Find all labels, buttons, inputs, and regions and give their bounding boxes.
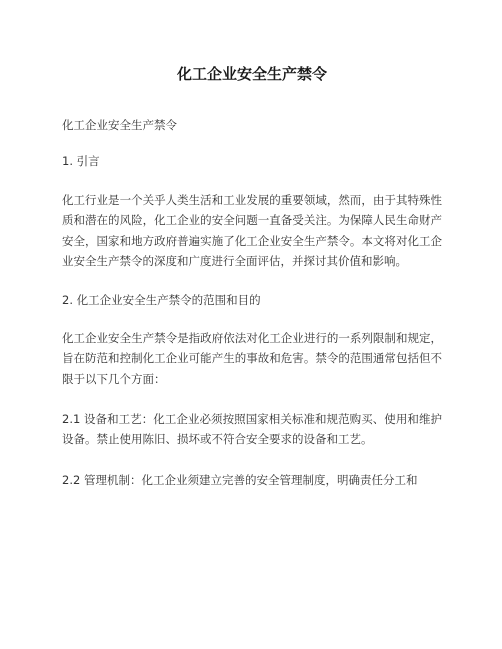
section-heading-scope: 2. 化工企业安全生产禁令的范围和目的 [62, 293, 261, 308]
document-title: 化工企业安全生产禁令 [176, 65, 327, 83]
document-subtitle: 化工企业安全生产禁令 [62, 118, 177, 132]
paragraph-management: 2.2 管理机制：化工企业须建立完善的安全管理制度，明确责任分工和 [62, 472, 418, 487]
paragraph-scope: 化工企业安全生产禁令是指政府依法对化工企业进行的一系列限制和规定，旨在防范和控制化工企业可能产生的事故和危害。禁令的范围通常包括但不限于以下几个方面： [62, 331, 442, 386]
paragraph-equipment: 2.1 设备和工艺：化工企业必须按照国家相关标准和规范购买、使用和维护设备。禁止使用陈旧、损坏或不符合安全要求的设备和工艺。 [62, 412, 442, 447]
paragraph-introduction: 化工行业是一个关乎人类生活和工业发展的重要领域，然而，由于其特殊性质和潜在的风险，化工企业的安全问题一直备受关注。为保障人民生命财产安全，国家和地方政府普遍实施了化工企业安全生产禁令。本文将对化工企业安全生产禁令的深度和广度进行全面评估，并探讨其价值和影响。 [62, 193, 442, 268]
section-heading-introduction: 1. 引言 [62, 154, 100, 168]
